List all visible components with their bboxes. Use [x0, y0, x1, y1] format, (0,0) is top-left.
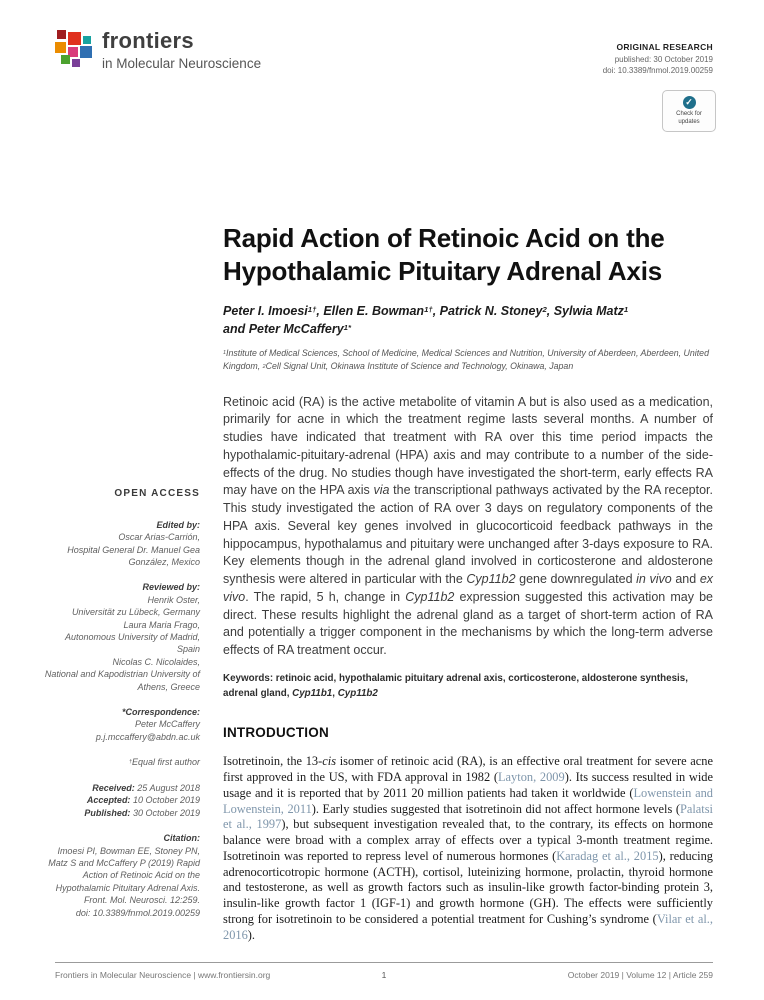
logo-square: [72, 59, 80, 67]
text-span: National and Kapodistrian University of Athens, Greece: [44, 669, 200, 692]
text-span: Laura Maria Frago,: [123, 619, 200, 630]
history-dates-block: [42, 782, 200, 819]
text-span: Cyp11b1: [292, 687, 333, 699]
affiliations: [223, 347, 713, 373]
text-span: ), but subsequent investigation revealed that, to the contrary, its effects on hormone balance were broad with a complex array of effects over a typical 3-month treatment regime. Isotretinoin was reported to repress level of numerous hormones (: [223, 817, 714, 863]
text-span: 1†: [424, 305, 433, 315]
text-span: Received:: [92, 782, 138, 793]
text-span: ). Its success resulted in wide usage and it is reported that by 2011 20 million patients had taken it worldwide (: [223, 770, 713, 800]
citation-block: [42, 832, 200, 919]
check-for-updates-label: Check for updates: [676, 111, 702, 125]
text-span: Henrik Oster,: [147, 594, 200, 605]
article-type-label: ORIGINAL RESEARCH: [616, 42, 713, 52]
text-span: 30 October 2019: [132, 807, 200, 818]
text-span: ).: [247, 927, 256, 942]
text-span: Isotretinoin, the 13-: [223, 754, 323, 769]
text-span: isomer of retinoic acid (RA), is an effective oral treatment for severe acne first approved in the US, with FDA approval in 1982 (: [223, 754, 713, 785]
reviewed-by-block: [42, 581, 200, 693]
article-title: [223, 222, 713, 288]
text-span: Rapid Action of Retinoic Acid on the: [223, 223, 665, 253]
text-span: 12:259.: [167, 895, 200, 906]
publish-date: published: 30 October 2019: [614, 54, 713, 64]
text-span: doi: 10.3389/fnmol.2019.00259: [75, 907, 200, 918]
text-span: Equal first author: [131, 757, 200, 768]
citation-link[interactable]: www.frontiersin.org: [198, 970, 271, 980]
text-span: Imoesi PI, Bowman EE, Stoney PN, Matz S and McCaffery P (2019) Rapid Action of Retinoic Acid on the Hypothalamic Pituitary Adrenal Axis.: [48, 845, 200, 893]
correspondence-block: [42, 706, 200, 743]
journal-name: frontiers: [102, 28, 194, 53]
citation-link[interactable]: Lowenstein and Lowenstein, 2011: [223, 785, 713, 816]
text-span: Institute of Medical Sciences, School of Medicine, Medical Sciences and Nutrition, University of Aberdeen, Aberdeen, United Kingdom,: [223, 348, 709, 372]
frontiers-logo-icon: [55, 30, 95, 70]
text-span: Citation:: [163, 833, 200, 844]
logo-square: [80, 46, 92, 58]
text-span: Reviewed by:: [142, 582, 200, 593]
logo-square: [61, 55, 70, 64]
text-span: and: [671, 572, 700, 587]
text-span: 1†: [307, 305, 317, 315]
logo-square: [55, 42, 66, 53]
text-span: ex vivo: [223, 572, 714, 604]
text-span: 2: [542, 305, 547, 315]
journal-subtitle: in Molecular Neuroscience: [102, 56, 262, 71]
text-span: Peter I. Imoesi: [223, 304, 308, 319]
text-span: , Ellen E. Bowman: [316, 304, 425, 319]
section-heading-introduction: INTRODUCTION: [223, 725, 329, 741]
text-span: ,: [332, 687, 338, 699]
logo-square: [68, 32, 81, 45]
open-access-label: OPEN ACCESS: [114, 488, 200, 499]
text-span: Cell Signal Unit, Okinawa Institute of Science and Technology, Okinawa, Japan: [265, 361, 574, 372]
text-span: ). Early studies suggested that isotretinoin did not affect hormone levels (: [311, 801, 680, 816]
text-span: Edited by:: [156, 519, 200, 530]
page-footer: [55, 962, 713, 980]
text-span: 25 August 2018: [137, 782, 200, 793]
text-span: cis: [322, 754, 337, 769]
text-span: 1: [223, 350, 227, 357]
citation-link[interactable]: Vilar et al., 2016: [223, 911, 713, 942]
text-span: , Sylwia Matz: [546, 304, 624, 319]
text-span: Retinoic acid (RA) is the active metabolite of vitamin A but is also used as a medication, primarily for acne in which the treatment regime lasts several months. A number of studies have indicated that treatment with RA over this time period impacts the hypothalamic-pituitary-adrenal (HPA) axis and may contribute to a number of the side-effects of the drug. No studies though have investigated the short-term, early effects RA may have on the HPA axis: [223, 394, 713, 498]
frontiers-logo: [55, 30, 261, 71]
edited-by-block: [42, 519, 200, 569]
text-span: 1*: [343, 323, 351, 333]
text-span: Cyp11b2: [466, 572, 516, 587]
text-span: Autonomous University of Madrid, Spain: [64, 632, 200, 655]
text-span: Published:: [84, 807, 133, 818]
logo-square: [57, 30, 66, 39]
text-span: Nicolas C. Nicolaides,: [112, 656, 200, 667]
keywords-line: [223, 672, 713, 701]
text-span: 1: [623, 305, 629, 315]
text-span: Cyp11b2: [405, 589, 455, 604]
citation-link[interactable]: Palatsi et al., 1997: [223, 801, 713, 832]
text-span: Hospital General Dr. Manuel Gea González, Mexico: [67, 544, 200, 568]
citation-link[interactable]: Karadag et al., 2015: [556, 848, 659, 863]
introduction-paragraph: [223, 754, 713, 943]
logo-square: [83, 36, 91, 44]
text-span: 2: [262, 363, 266, 370]
text-span: gene downregulated: [515, 572, 637, 587]
text-span: in vivo: [636, 572, 672, 587]
text-span: Oscar Arias-Carrión,: [118, 532, 200, 543]
article-meta: [603, 42, 713, 75]
text-span: Front. Mol. Neurosci.: [83, 895, 168, 906]
footer-issue-info: October 2019 | Volume 12 | Article 259: [567, 970, 713, 980]
text-span: Universität zu Lübeck, Germany: [71, 607, 200, 618]
text-span: , Patrick N. Stoney: [432, 304, 543, 319]
author-list: [223, 302, 713, 338]
doi-text[interactable]: doi: 10.3389/fnmol.2019.00259: [602, 66, 713, 75]
crossmark-icon: [683, 96, 696, 109]
text-span: ), reducing adrenocorticotropic hormone (ACTH), cortisol, luteinizing hormone, prolactin, thyroid hormone and testosterone, as well as growth factors such as insulin-like growth factor-binding protein 3, insulin-like growth factor 1 (IGF-1) and growth hormone (GH). The effects were sufficiently strong for isotretinoin to be considered a potential treatment for Cushing’s syndrome (: [223, 848, 714, 926]
check-for-updates-badge[interactable]: [662, 90, 716, 132]
journal-wordmark: [102, 30, 261, 71]
text-span: the transcriptional pathways activated by the RA receptor. This study investigated the action of RA over 3 days on regulatory components of the HPA axis. Several key genes involved in glucocorticoid feedback pathways in the hippocampus, hypothalamus and pituitary were unchanged after 3-days exposure to RA. Key elements though in the adrenal gland involved in corticosterone and aldosterone synthesis were altered in particular with the: [223, 483, 713, 587]
equal-author-note: [42, 756, 200, 769]
text-span: and Peter McCaffery: [223, 322, 344, 337]
article-body: [223, 222, 713, 943]
text-span: expression suggested this activation may be direct. These results highlight the adrenal gland as a target of short-term action of RA and potentially a trigger component in the mechanisms by which the long-term adverse effects of RA treatment occur.: [223, 589, 713, 658]
text-span: . The rapid, 5 h, change in: [245, 589, 406, 604]
text-span: †: [128, 759, 132, 766]
text-span: Frontiers in Molecular Neuroscience |: [55, 970, 198, 980]
abstract-paragraph: [223, 394, 713, 660]
page-number: 1: [381, 970, 387, 980]
text-span: Peter McCaffery: [134, 719, 200, 730]
citation-link[interactable]: p.j.mccaffery@abdn.ac.uk: [95, 731, 200, 742]
text-span: 10 October 2019: [132, 795, 200, 806]
text-span: Keywords: retinoic acid, hypothalamic pituitary adrenal axis, corticosterone, aldosterone synthesis, adrenal gland,: [223, 672, 688, 699]
sidebar: [42, 487, 200, 932]
text-span: Accepted:: [86, 795, 133, 806]
text-span: *Correspondence:: [121, 707, 200, 718]
text-span: Hypothalamic Pituitary Adrenal Axis: [223, 256, 662, 287]
text-span: via: [373, 483, 390, 498]
citation-link[interactable]: Layton, 2009: [497, 770, 565, 785]
text-span: Cyp11b2: [337, 687, 378, 699]
